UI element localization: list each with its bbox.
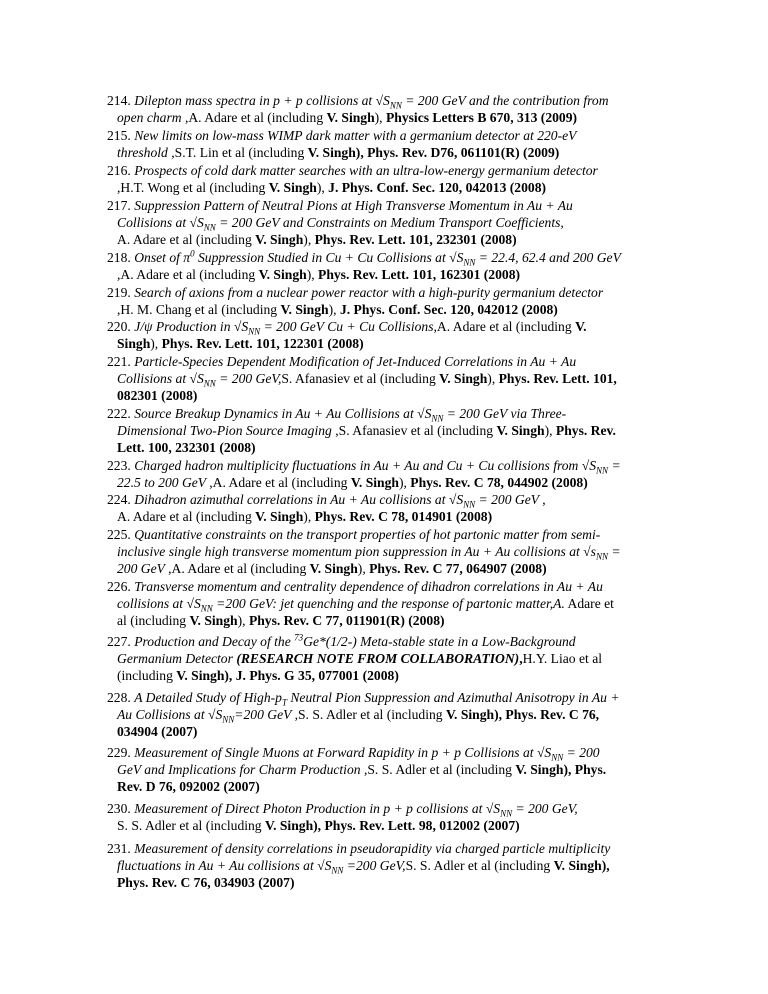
reference-first-line — [107, 633, 679, 650]
reference-first-line — [107, 744, 679, 761]
reference-text-segment: collisions at √S — [117, 596, 201, 611]
reference-text-segment: J. Phys. Conf. Sec. 120, 042012 (2008) — [339, 302, 558, 317]
reference-text-segment: S. S. Adler et al (including — [405, 858, 554, 873]
reference-text-segment: = 200 GeV — [475, 492, 543, 507]
reference-text-segment: =200 GeV: jet quenching and the response of partonic matter,A. — [212, 596, 565, 611]
reference-text-segment: S. S. Adler et al (including — [117, 818, 266, 833]
reference-text-segment: Search of axions from a nuclear power reactor with a high-purity germanium detector — [134, 285, 604, 300]
reference-number: 227. — [107, 634, 131, 649]
reference-text-segment: A. Adare et al (including — [436, 319, 576, 334]
reference-text-segment: NN — [248, 326, 261, 337]
reference-text-segment: al (including — [117, 613, 190, 628]
reference-text-segment: V. Singh), J. Phys. G 35, 077001 (2008) — [176, 668, 399, 683]
reference-first-line — [107, 353, 679, 370]
reference-text-segment: ), — [487, 371, 499, 386]
reference-text-segment: ,A. Adare et al (including — [209, 475, 351, 490]
reference-text-segment: V. Singh — [255, 509, 304, 524]
reference-entry — [107, 127, 679, 161]
reference-text-segment: Measurement of density correlations in pseudorapidity via charged particle multiplicity — [134, 841, 611, 856]
reference-entry — [107, 92, 679, 126]
reference-text-segment: Phys. Rev. — [555, 423, 616, 438]
reference-text-segment: Neutral Pion Suppression and Azimuthal Anisotropy in Au + — [286, 690, 620, 705]
reference-text-segment: Dilepton mass spectra in p + p collisions at √S — [134, 93, 390, 108]
reference-continuation-line — [107, 370, 679, 387]
reference-number: 221. — [107, 354, 131, 369]
reference-text-segment: ), — [357, 561, 370, 576]
reference-text-segment: V. Singh), — [553, 858, 610, 873]
reference-text-segment: 0 — [190, 248, 195, 259]
reference-continuation-line — [107, 301, 679, 318]
reference-number: 222. — [107, 406, 131, 421]
reference-text-segment: NN — [200, 603, 213, 614]
reference-text-segment: Phys. Rev. C 76, 034903 (2007) — [117, 875, 295, 890]
reference-text-segment: Suppression Studied in Cu + Cu Collisions at √S — [194, 250, 464, 265]
reference-text-segment: V. Singh — [255, 232, 304, 247]
reference-text-segment: ,A. Adare et al (including — [168, 561, 310, 576]
reference-text-segment: NN — [551, 752, 564, 763]
reference-entry — [107, 405, 679, 456]
reference-number: 220. — [107, 319, 131, 334]
reference-continuation-line — [107, 595, 679, 612]
reference-entry — [107, 633, 679, 684]
reference-first-line — [107, 840, 679, 857]
reference-continuation-line — [107, 761, 679, 778]
reference-text-segment: NN — [203, 378, 216, 389]
reference-text-segment: Collisions at √S — [117, 215, 204, 230]
reference-text-segment: Adare et — [564, 596, 614, 611]
reference-text-segment: ), — [328, 302, 340, 317]
reference-text-segment: New limits on low-mass WIMP dark matter with a germanium detector at 220-eV — [134, 128, 577, 143]
reference-text-segment: V. Singh), Phys. Rev. Lett. 98, 012002 (2007) — [265, 818, 520, 833]
reference-text-segment: = 200 GeV and Constraints on Medium Transport Coefficients, — [215, 215, 564, 230]
reference-text-segment: = 200 GeV, — [215, 371, 282, 386]
reference-text-segment: 034904 (2007) — [117, 724, 198, 739]
reference-entry — [107, 197, 679, 248]
reference-text-segment: Germanium Detector — [117, 651, 237, 666]
reference-text-segment: ), — [303, 232, 315, 247]
reference-text-segment: J/ψ Production in √S — [134, 319, 249, 334]
reference-text-segment: J. Phys. Conf. Sec. 120, 042013 (2008) — [328, 180, 547, 195]
reference-text-segment: NN — [431, 413, 444, 424]
reference-text-segment: Ge*(1/2-) Meta-stable state in a Low-Background — [303, 634, 576, 649]
reference-text-segment: Dimensional Two-Pion Source Imaging — [117, 423, 336, 438]
reference-continuation-line — [107, 857, 679, 874]
reference-entry — [107, 284, 679, 318]
reference-first-line — [107, 526, 679, 543]
reference-text-segment: fluctuations in Au + Au collisions at √S — [117, 858, 332, 873]
reference-text-segment: Phys. Rev. C 78, 044902 (2008) — [410, 475, 588, 490]
reference-text-segment: Phys. Rev. Lett. 101, 162301 (2008) — [318, 267, 521, 282]
reference-text-segment: Measurement of Direct Photon Production in p + p collisions at √S — [134, 801, 501, 816]
reference-text-segment: ,H.T. Wong et al (including — [117, 180, 269, 195]
reference-text-segment: Dihadron azimuthal correlations in Au + Au collisions at √S — [134, 492, 464, 507]
reference-text-segment: = 200 GeV and the contribution from — [401, 93, 609, 108]
reference-text-segment: Phys. Rev. C 77, 011901(R) (2008) — [248, 613, 445, 628]
reference-text-segment: 200 GeV — [117, 561, 169, 576]
reference-first-line — [107, 800, 679, 817]
reference-continuation-line — [107, 144, 679, 161]
reference-text-segment: Rev. D 76, 092002 (2007) — [117, 779, 260, 794]
reference-text-segment: NN — [389, 100, 402, 111]
reference-text-segment: =200 GeV, — [343, 858, 406, 873]
reference-text-segment: Singh — [117, 336, 151, 351]
reference-text-segment: V. Singh — [326, 110, 375, 125]
reference-text-segment: ,H. M. Chang et al (including — [117, 302, 281, 317]
reference-text-segment: 22.5 to 200 GeV — [117, 475, 210, 490]
reference-first-line — [107, 92, 679, 109]
reference-text-segment: ,S. S. Adler et al (including — [363, 762, 516, 777]
reference-number: 214. — [107, 93, 131, 108]
reference-number: 219. — [107, 285, 131, 300]
reference-text-segment: Phys. Rev. Lett. 101, 232301 (2008) — [314, 232, 517, 247]
reference-text-segment: , — [519, 651, 523, 666]
reference-text-segment: (including — [117, 668, 177, 683]
reference-text-segment: 082301 (2008) — [117, 388, 198, 403]
reference-continuation-line — [107, 387, 679, 404]
reference-continuation-line — [107, 667, 679, 684]
reference-text-segment: open charm — [117, 110, 185, 125]
reference-text-segment: V. Singh — [350, 475, 399, 490]
reference-first-line — [107, 318, 679, 335]
reference-first-line — [107, 284, 679, 301]
reference-text-segment: = 22.4, 62.4 and 200 GeV — [475, 250, 621, 265]
reference-number: 229. — [107, 745, 131, 760]
reference-text-segment: Au Collisions at √S — [117, 707, 223, 722]
reference-text-segment: ,S. Afanasiev et al (including — [335, 423, 497, 438]
reference-number: 217. — [107, 198, 131, 213]
reference-text-segment: = 200 GeV Cu + Cu Collisions, — [260, 319, 437, 334]
reference-text-segment: NN — [596, 465, 609, 476]
reference-text-segment: V. Singh — [268, 180, 317, 195]
reference-text-segment: = 200 GeV, — [512, 801, 578, 816]
reference-text-segment: Phys. Rev. C 77, 064907 (2008) — [369, 561, 547, 576]
reference-text-segment: A. Adare et al (including — [117, 232, 256, 247]
reference-text-segment: =200 GeV — [234, 707, 295, 722]
reference-text-segment: Quantitative constraints on the transport properties of hot partonic matter from semi- — [134, 527, 601, 542]
reference-text-segment: ,A. Adare et al (including — [184, 110, 327, 125]
reference-first-line — [107, 578, 679, 595]
reference-text-segment: ), — [544, 423, 556, 438]
reference-number: 230. — [107, 801, 131, 816]
reference-text-segment: V. Singh), Phys. — [515, 762, 607, 777]
reference-text-segment: Lett. 100, 232301 (2008) — [117, 440, 256, 455]
reference-text-segment: Charged hadron multiplicity fluctuations in Au + Au and Cu + Cu collisions from √S — [134, 458, 597, 473]
reference-text-segment: inclusive single high transverse momentum pion suppression in Au + Au collisions at √s — [117, 544, 596, 559]
reference-text-segment: V. Singh — [309, 561, 358, 576]
reference-text-segment: Phys. Rev. C 78, 014901 (2008) — [314, 509, 493, 524]
reference-entry — [107, 744, 679, 795]
reference-text-segment: ), — [398, 475, 411, 490]
reference-text-segment: , — [542, 492, 546, 507]
reference-continuation-line — [107, 179, 679, 196]
reference-text-segment: H.Y. Liao et al — [522, 651, 603, 666]
reference-text-segment: NN — [331, 865, 344, 876]
reference-continuation-line — [107, 508, 679, 525]
reference-text-segment: NN — [595, 551, 608, 562]
reference-text-segment: = 200 — [563, 745, 600, 760]
reference-text-segment: ), — [316, 180, 329, 195]
reference-text-segment: GeV and Implications for Charm Production — [117, 762, 364, 777]
reference-text-segment: ), — [374, 110, 386, 125]
reference-entry — [107, 526, 679, 577]
reference-text-segment: Source Breakup Dynamics in Au + Au Collisions at √S — [134, 406, 432, 421]
reference-number: 218. — [107, 250, 131, 265]
reference-text-segment: ), — [237, 613, 249, 628]
reference-text-segment: NN — [203, 222, 216, 233]
reference-number: 224. — [107, 492, 131, 507]
reference-first-line — [107, 127, 679, 144]
reference-continuation-line — [107, 439, 679, 456]
reference-text-segment: 73 — [294, 632, 304, 643]
reference-text-segment: ), — [303, 509, 315, 524]
reference-text-segment: (RESEARCH NOTE FROM COLLABORATION) — [236, 651, 520, 666]
reference-continuation-line — [107, 266, 679, 283]
reference-text-segment: A Detailed Study of High-p — [134, 690, 282, 705]
reference-continuation-line — [107, 109, 679, 126]
reference-entry — [107, 457, 679, 491]
reference-text-segment: V. Singh — [496, 423, 545, 438]
reference-entry — [107, 162, 679, 196]
reference-continuation-line — [107, 650, 679, 667]
reference-number: 223. — [107, 458, 131, 473]
reference-text-segment: V. Singh), Phys. Rev. D76, 061101(R) (2009) — [307, 145, 560, 160]
reference-text-segment: T — [281, 697, 287, 708]
reference-entry — [107, 353, 679, 404]
reference-text-segment: = — [607, 544, 621, 559]
reference-continuation-line — [107, 543, 679, 560]
reference-entry — [107, 840, 679, 891]
reference-entry — [107, 578, 679, 629]
reference-text-segment: Prospects of cold dark matter searches with an ultra-low-energy germanium detector — [134, 163, 598, 178]
reference-text-segment: NN — [500, 808, 513, 819]
reference-text-segment: Phys. Rev. Lett. 101, — [498, 371, 617, 386]
reference-text-segment: Particle-Species Dependent Modification of Jet-Induced Correlations in Au + Au — [134, 354, 577, 369]
reference-text-segment: threshold — [117, 145, 172, 160]
reference-text-segment: Measurement of Single Muons at Forward Rapidity in p + p Collisions at √S — [134, 745, 552, 760]
reference-continuation-line — [107, 335, 679, 352]
reference-entry — [107, 491, 679, 525]
reference-first-line — [107, 249, 679, 266]
reference-number: 216. — [107, 163, 131, 178]
reference-continuation-line — [107, 422, 679, 439]
reference-text-segment: Onset of π — [134, 250, 191, 265]
reference-number: 226. — [107, 579, 131, 594]
reference-number: 215. — [107, 128, 131, 143]
reference-continuation-line — [107, 817, 679, 834]
reference-entry — [107, 249, 679, 283]
reference-text-segment: NN — [222, 714, 235, 725]
reference-text-segment: ), — [150, 336, 162, 351]
reference-text-segment: ), — [306, 267, 319, 282]
reference-text-segment: Production and Decay of the — [134, 634, 295, 649]
reference-number: 225. — [107, 527, 131, 542]
reference-text-segment: Phys. Rev. Lett. 101, 122301 (2008) — [161, 336, 364, 351]
reference-continuation-line — [107, 706, 679, 723]
reference-text-segment: Physics Letters B 670, 313 (2009) — [385, 110, 578, 125]
reference-continuation-line — [107, 778, 679, 795]
reference-number: 228. — [107, 690, 131, 705]
reference-continuation-line — [107, 214, 679, 231]
reference-text-segment: = — [608, 458, 621, 473]
reference-text-segment: NN — [463, 257, 476, 268]
reference-text-segment: V. Singh — [258, 267, 307, 282]
reference-continuation-line — [107, 874, 679, 891]
reference-first-line — [107, 689, 679, 706]
reference-first-line — [107, 491, 679, 508]
reference-text-segment: V. Singh), Phys. Rev. C 76, — [445, 707, 600, 722]
reference-text-segment: V. Singh — [280, 302, 329, 317]
reference-text-segment: ,A. Adare et al (including — [117, 267, 259, 282]
reference-text-segment: ,S. S. Adler et al (including — [294, 707, 446, 722]
reference-entry — [107, 800, 679, 834]
reference-text-segment: Transverse momentum and centrality dependence of dihadron correlations in Au + Au — [134, 579, 603, 594]
reference-entry — [107, 689, 679, 740]
reference-first-line — [107, 162, 679, 179]
reference-first-line — [107, 457, 679, 474]
reference-text-segment: Collisions at √S — [117, 371, 204, 386]
reference-first-line — [107, 405, 679, 422]
reference-text-segment: A. Adare et al (including — [117, 509, 256, 524]
reference-text-segment: V. Singh — [439, 371, 488, 386]
reference-continuation-line — [107, 723, 679, 740]
reference-continuation-line — [107, 474, 679, 491]
reference-text-segment: NN — [463, 499, 476, 510]
reference-text-segment: V. — [575, 319, 587, 334]
reference-continuation-line — [107, 231, 679, 248]
reference-text-segment: S. Afanasiev et al (including — [281, 371, 440, 386]
reference-continuation-line — [107, 612, 679, 629]
reference-text-segment: Suppression Pattern of Neutral Pions at High Transverse Momentum in Au + Au — [134, 198, 573, 213]
reference-number: 231. — [107, 841, 131, 856]
reference-text-segment: ,S.T. Lin et al (including — [171, 145, 308, 160]
reference-text-segment: = 200 GeV via Three- — [443, 406, 567, 421]
reference-continuation-line — [107, 560, 679, 577]
reference-text-segment: V. Singh — [189, 613, 238, 628]
reference-first-line — [107, 197, 679, 214]
reference-entry — [107, 318, 679, 352]
